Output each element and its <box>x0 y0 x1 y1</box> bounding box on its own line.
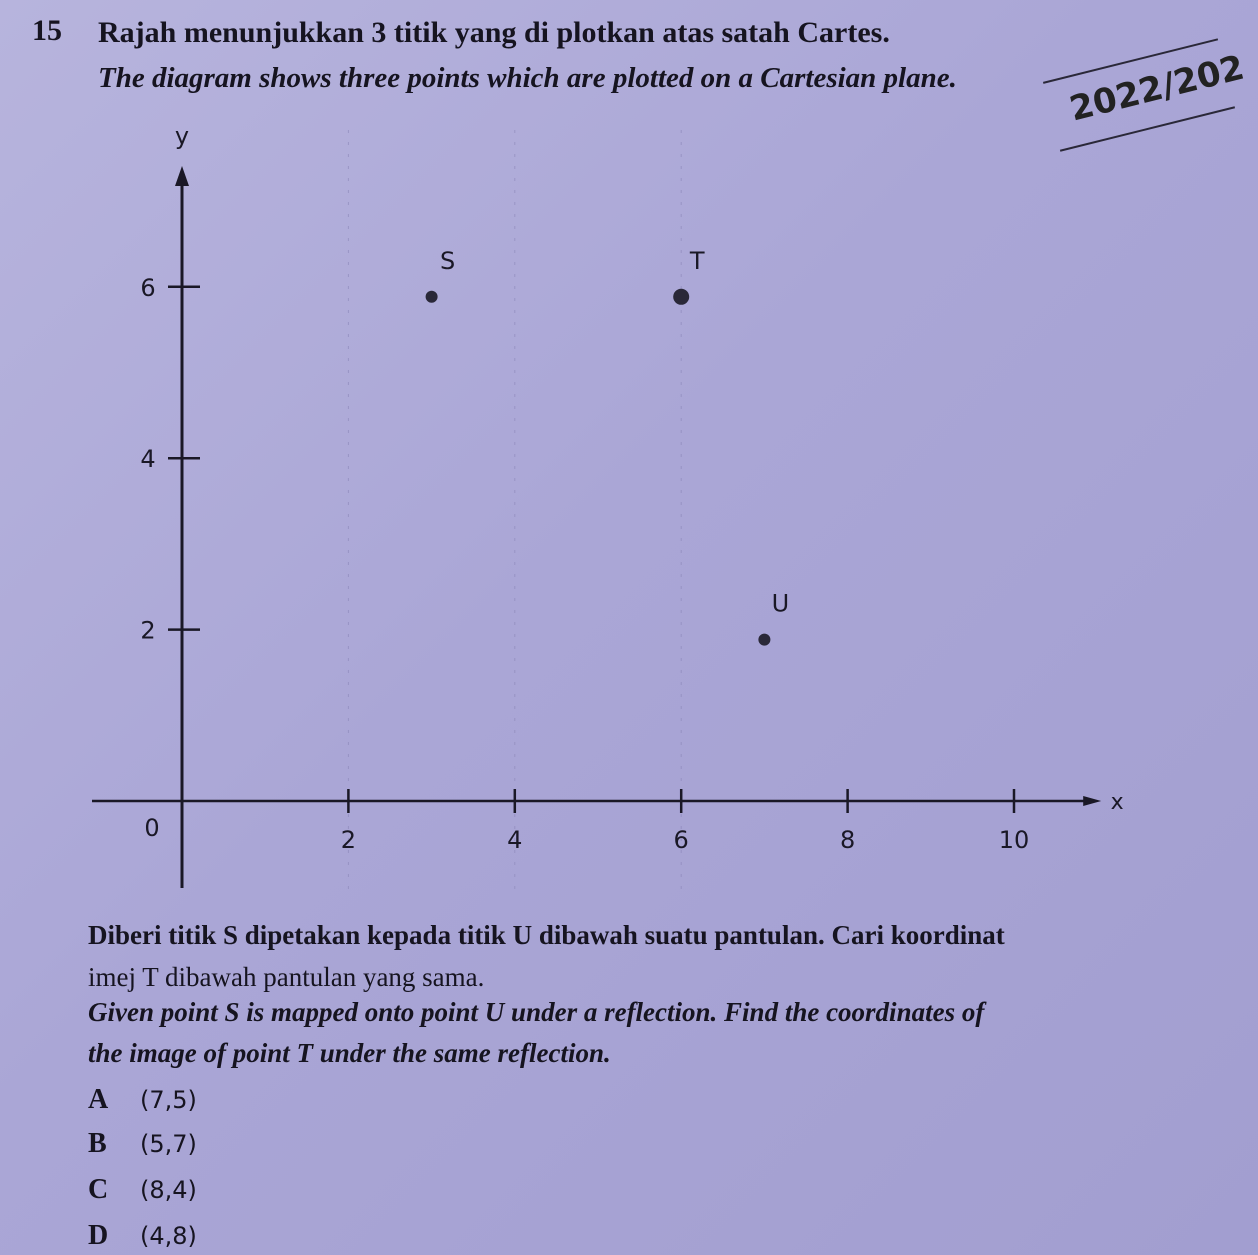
x-axis-arrowhead <box>1083 796 1101 806</box>
point-label-t: T <box>689 246 705 275</box>
x-tick-label: 4 <box>507 826 523 854</box>
y-axis-arrowhead <box>175 166 189 186</box>
option-a[interactable] <box>88 1084 197 1116</box>
instruction-english-line-2: the image of point T under the same reflection. <box>88 1038 611 1068</box>
instruction-english-line-1: Given point S is mapped onto point U under a reflection. Find the coordinates of <box>88 997 985 1027</box>
question-text-english: The diagram shows three points which are plotted on a Cartesian plane. <box>98 62 957 94</box>
option-c-value: (8,4) <box>140 1176 197 1204</box>
point-label-u: U <box>771 589 790 618</box>
question-text-malay: Rajah menunjukkan 3 titik yang di plotkan atas satah Cartes. <box>98 16 890 49</box>
option-b-value: (5,7) <box>140 1130 197 1158</box>
point-t <box>673 289 689 305</box>
x-tick-label: 2 <box>340 826 357 854</box>
option-c-letter: C <box>88 1174 109 1205</box>
x-tick-label: 8 <box>839 826 856 854</box>
option-a-value: (7,5) <box>140 1086 197 1114</box>
option-d-letter: D <box>88 1220 109 1251</box>
option-b[interactable] <box>88 1128 197 1160</box>
y-tick-label: 2 <box>140 616 156 645</box>
point-s <box>426 291 438 303</box>
x-axis-label: x <box>1110 790 1124 815</box>
x-tick-label: 6 <box>673 826 689 854</box>
point-label-s: S <box>439 246 456 275</box>
x-tick-label: 10 <box>998 826 1030 854</box>
y-axis-label: y <box>174 122 190 150</box>
point-u <box>758 634 770 646</box>
y-tick-label: 4 <box>140 445 156 474</box>
origin-label: 0 <box>144 814 160 842</box>
option-a-letter: A <box>88 1084 109 1115</box>
option-b-letter: B <box>88 1128 107 1159</box>
instruction-malay-line-2: imej T dibawah pantulan yang sama. <box>88 962 485 992</box>
instruction-malay-line-1: Diberi titik S dipetakan kepada titik U dibawah suatu pantulan. Cari koordinat <box>88 920 1005 950</box>
year-stamp-text: 2022/202 <box>1065 47 1249 130</box>
question-number: 15 <box>32 14 62 47</box>
option-d[interactable] <box>88 1220 197 1252</box>
option-d-value: (4,8) <box>140 1222 197 1250</box>
option-c[interactable] <box>88 1174 197 1206</box>
y-tick-label: 6 <box>140 273 156 302</box>
